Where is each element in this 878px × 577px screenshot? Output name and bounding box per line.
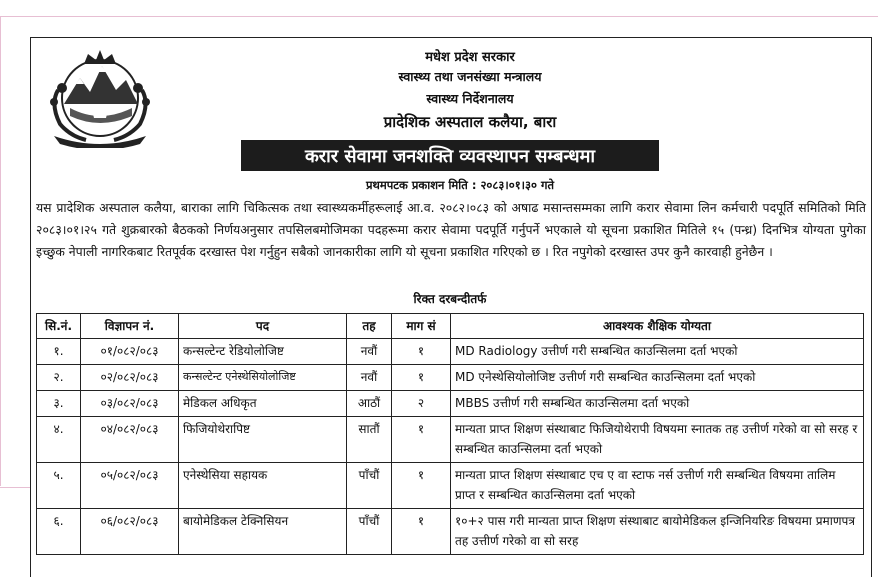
cell-level: पाँचौं xyxy=(347,463,392,509)
cell-ad-number: ०४/०८२/०८३ xyxy=(81,417,179,463)
cell-post: कन्सल्टेन्ट रेडियोलोजिष्ट xyxy=(179,339,347,365)
header-directorate: स्वास्थ्य निर्देशनालय xyxy=(426,91,514,106)
cell-demand: १ xyxy=(392,365,451,391)
table-row xyxy=(37,391,864,417)
cell-level: सातौं xyxy=(347,417,392,463)
cell-ad-number: ०३/०८२/०८३ xyxy=(81,391,179,417)
cell-post: कन्सल्टेन्ट एनेस्थेसियोलोजिष्ट xyxy=(179,365,347,391)
page-edge-line-vertical xyxy=(0,16,1,486)
cell-ad-number: ०६/०८२/०८३ xyxy=(81,509,179,555)
cell-post: एनेस्थेसिया सहायक xyxy=(179,463,347,509)
cell-level: नवौं xyxy=(347,339,392,365)
publication-date: प्रथमपटक प्रकाशन मिति : २०८३।०१।३० गते xyxy=(365,178,555,192)
cell-level: पाँचौं xyxy=(347,509,392,555)
cell-serial: २. xyxy=(37,365,81,391)
cell-serial: १. xyxy=(37,339,81,365)
vacancy-subheading: रिक्त दरबन्दीतर्फ xyxy=(413,292,487,306)
header-hospital: प्रादेशिक अस्पताल कलैया, बारा xyxy=(383,113,557,131)
notice-body: यस प्रादेशिक अस्पताल कलैया, बाराका लागि चिकित्सक तथा स्वास्थ्यकर्मीहरूलाई आ.व. २०८२।०८३ को अषाढ मसान्तसम्मका लागि करार सेवामा लिन कर्मचारी पदपूर्ति समितिको मिति २०८३।०१।२५ गते शुक्रबारको बैठकको निर्णयअनुसार तपसिलबमोजिमका पदहरूमा करार सेवामा पदपूर्ति गर्नुपर्ने भएकाले यो सूचना प्रकाशित मितिले १५ (पन्ध्र) दिनभित्र योग्यता पुगेका इच्छुक नेपाली नागरिकबाट रितपूर्वक दरखास्त पेश गर्नुहुन सबैको जानकारीका लागि यो सूचना प्रकाशित गरिएको छ । रित नपुगेको दरखास्त उपर कुनै कारवाही हुनेछैन । xyxy=(36,200,866,259)
header-level: तह xyxy=(347,314,392,339)
cell-demand: १ xyxy=(392,339,451,365)
cell-demand: १ xyxy=(392,417,451,463)
header-serial: सि.नं. xyxy=(37,314,81,339)
cell-qualification: १०+२ पास गरी मान्यता प्राप्त शिक्षण संस्थाबाट बायोमेडिकल इन्जिनियरिङ विषयमा प्रमाणपत्र तह उत्तीर्ण गरेको वा सो सरह xyxy=(451,509,864,555)
cell-level: नवौं xyxy=(347,365,392,391)
header-demand: माग सं xyxy=(392,314,451,339)
table-row xyxy=(37,509,864,555)
cell-qualification: मान्यता प्राप्त शिक्षण संस्थाबाट एच ए वा स्टाफ नर्स उत्तीर्ण गरी सम्बन्धित विषयमा तालिम प्राप्त र सम्बन्धित काउन्सिलमा दर्ता भएको xyxy=(451,463,864,509)
cell-post: बायोमेडिकल टेक्निसियन xyxy=(179,509,347,555)
cell-demand: १ xyxy=(392,509,451,555)
page-edge-mark xyxy=(0,487,30,488)
cell-level: आठौं xyxy=(347,391,392,417)
cell-ad-number: ०२/०८२/०८३ xyxy=(81,365,179,391)
table-row xyxy=(37,417,864,463)
cell-ad-number: ०१/०८२/०८३ xyxy=(81,339,179,365)
header-ministry: स्वास्थ्य तथा जनसंख्या मन्त्रालय xyxy=(398,69,542,84)
page-edge-line xyxy=(0,16,878,17)
header-ad-number: विज्ञापन नं. xyxy=(81,314,179,339)
header-government: मधेश प्रदेश सरकार xyxy=(425,50,515,65)
cell-qualification: मान्यता प्राप्त शिक्षण संस्थाबाट फिजियोथेरापी विषयमा स्नातक तह उत्तीर्ण गरेको वा सो सरह र सम्बन्धित काउन्सिलमा दर्ता भएको xyxy=(451,417,864,463)
nepal-emblem-icon xyxy=(40,44,160,148)
cell-serial: ३. xyxy=(37,391,81,417)
cell-serial: ६. xyxy=(37,509,81,555)
table-row xyxy=(37,365,864,391)
cell-qualification: MD Radiology उत्तीर्ण गरी सम्बन्धित काउन्सिलमा दर्ता भएको xyxy=(451,339,864,365)
vacancy-table xyxy=(36,313,864,555)
cell-serial: ५. xyxy=(37,463,81,509)
cell-ad-number: ०५/०८२/०८३ xyxy=(81,463,179,509)
table-header-row xyxy=(37,314,864,339)
header-post: पद xyxy=(179,314,347,339)
cell-demand: २ xyxy=(392,391,451,417)
notice-title: करार सेवामा जनशक्ति व्यवस्थापन सम्बन्धमा xyxy=(241,140,659,171)
cell-serial: ४. xyxy=(37,417,81,463)
header-qualification: आवश्यक शैक्षिक योग्यता xyxy=(451,314,864,339)
cell-qualification: MD एनेस्थेसियोलोजिष्ट उत्तीर्ण गरी सम्बन्धित काउन्सिलमा दर्ता भएको xyxy=(451,365,864,391)
cell-post: मेडिकल अधिकृत xyxy=(179,391,347,417)
cell-qualification: MBBS उत्तीर्ण गरी सम्बन्धित काउन्सिलमा दर्ता भएको xyxy=(451,391,864,417)
cell-demand: १ xyxy=(392,463,451,509)
cell-post: फिजियोथेरापिष्ट xyxy=(179,417,347,463)
table-row xyxy=(37,463,864,509)
table-row xyxy=(37,339,864,365)
